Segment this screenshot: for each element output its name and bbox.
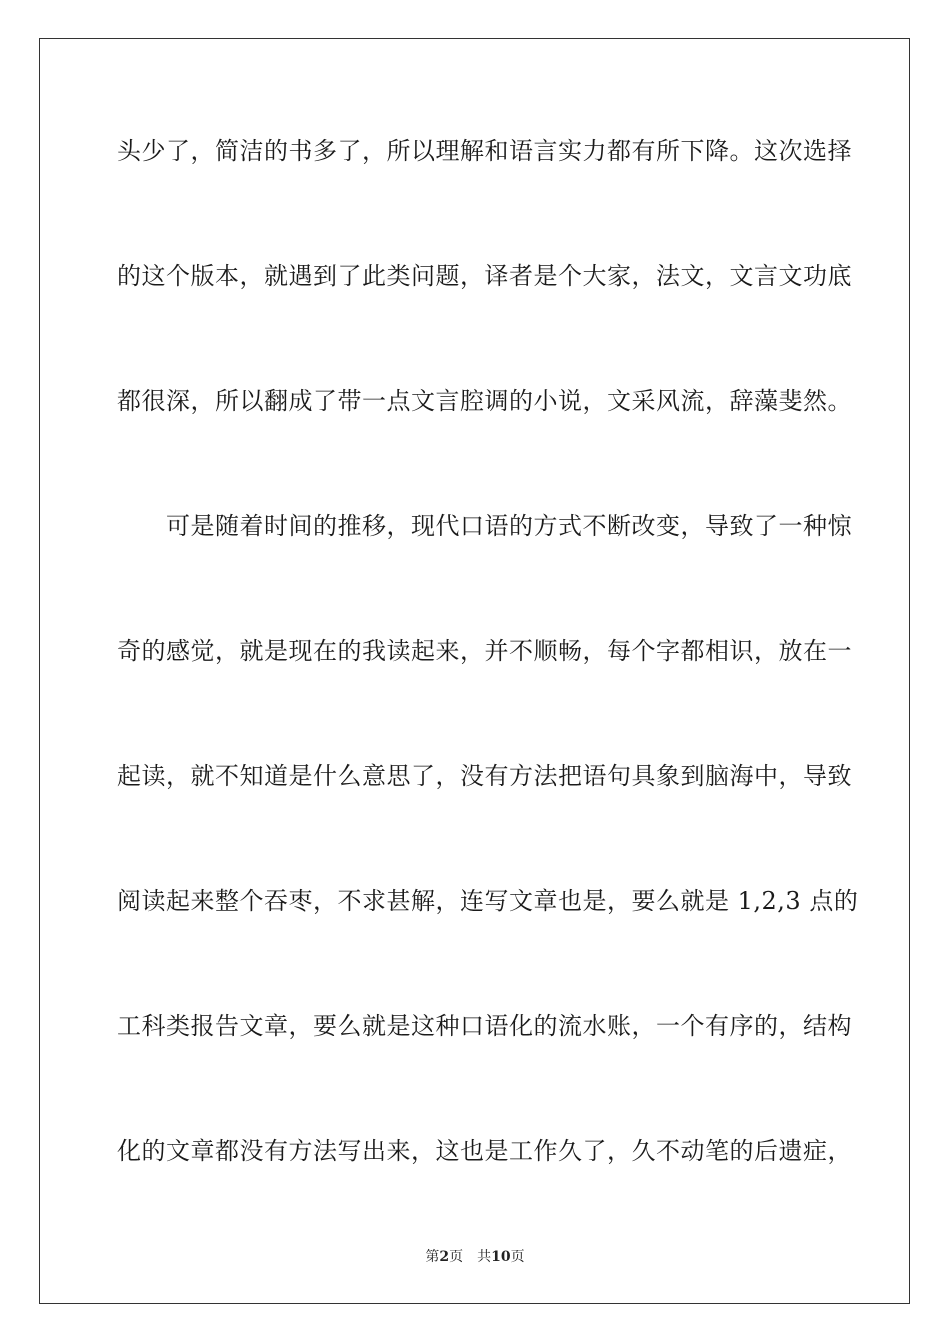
page-border bbox=[39, 38, 910, 1304]
paragraph-start-line: 可是随着时间的推移，现代口语的方式不断改变，导致了一种惊 bbox=[117, 512, 852, 540]
body-text-line: 工科类报告文章，要么就是这种口语化的流水账，一个有序的，结构 bbox=[117, 1012, 852, 1040]
body-text-line: 都很深，所以翻成了带一点文言腔调的小说，文采风流，辞藻斐然。 bbox=[117, 387, 852, 415]
body-text-line: 头少了，简洁的书多了，所以理解和语言实力都有所下降。这次选择 bbox=[117, 137, 852, 165]
body-text-line: 阅读起来整个吞枣，不求甚解，连写文章也是，要么就是 1,2,3 点的 bbox=[117, 887, 859, 915]
body-text-line: 的这个版本，就遇到了此类问题，译者是个大家，法文，文言文功底 bbox=[117, 262, 852, 290]
total-pages-prefix: 共 bbox=[477, 1249, 492, 1265]
total-pages: 10 bbox=[491, 1249, 511, 1265]
page-number: 2 bbox=[439, 1249, 450, 1265]
page-footer bbox=[0, 1248, 950, 1266]
body-text-line: 化的文章都没有方法写出来，这也是工作久了，久不动笔的后遗症， bbox=[117, 1137, 852, 1165]
total-pages-suffix: 页 bbox=[510, 1249, 525, 1265]
page-number-suffix: 页 bbox=[449, 1249, 464, 1265]
body-text-line: 奇的感觉，就是现在的我读起来，并不顺畅，每个字都相识，放在一 bbox=[117, 637, 852, 665]
page-number-prefix: 第 bbox=[425, 1249, 440, 1265]
body-text-line: 起读，就不知道是什么意思了，没有方法把语句具象到脑海中，导致 bbox=[117, 762, 852, 790]
